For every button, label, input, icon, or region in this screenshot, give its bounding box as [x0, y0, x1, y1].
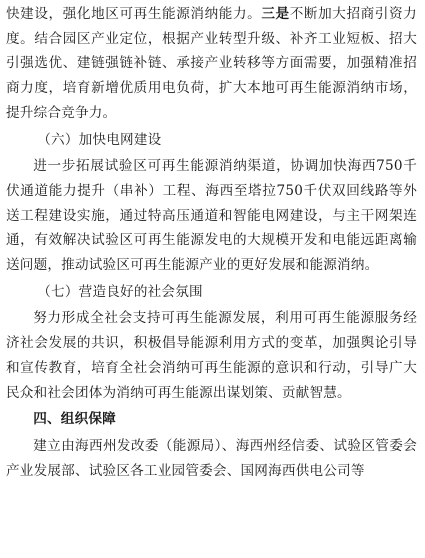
section-heading-grid-construction: （六）加快电网建设: [37, 131, 162, 148]
paragraph-organization: 建立由海西州发改委（能源局）、海西州经信委、试验区管委会产业发展部、试验区各工业园管委会、国网海西供电公司等: [6, 437, 417, 479]
paragraph-lead-text: 快建设，强化地区可再生能源消纳能力。: [6, 6, 262, 22]
paragraph-social-atmosphere: 努力形成全社会支持可再生能源发展，利用可再生能源服务经济社会发展的共识，积极倡导能源利用方式的变革，加强舆论引导和宣传教育，培育全社会消纳可再生能源的意识和行动，引导广大民众和社会团体为消纳可再生能源出谋划策、贡献智慧。: [6, 310, 417, 401]
section-heading-organization: 四、组织保障: [33, 411, 116, 428]
bold-marker-third: 三是: [261, 6, 290, 22]
paragraph-consumption-capacity: [6, 2, 417, 126]
paragraph-rest-text: 不断加大招商引资力度。结合园区产业定位，根据产业转型升级、补齐工业短板、招大引强选优、建链强链补链、承接产业转移等方面需要，加强精准招商力度，培育新增优质用电负荷，扩大本地可再生能源消纳市场，提升综合竞争力。: [6, 6, 417, 121]
paragraph-grid-construction: 进一步拓展试验区可再生能源消纳渠道，协调加快海西750千伏通道能力提升（串补）工程、海西至塔拉750千伏双回线路等外送工程建设实施，通过特高压通道和智能电网建设，与主干网架连通，有效解决试验区可再生能源发电的大规模开发和电能远距离输送问题，推动试验区可再生能源产业的更好发展和能源消纳。: [6, 158, 417, 274]
section-heading-social-atmosphere: （七）营造良好的社会氛围: [37, 283, 203, 300]
